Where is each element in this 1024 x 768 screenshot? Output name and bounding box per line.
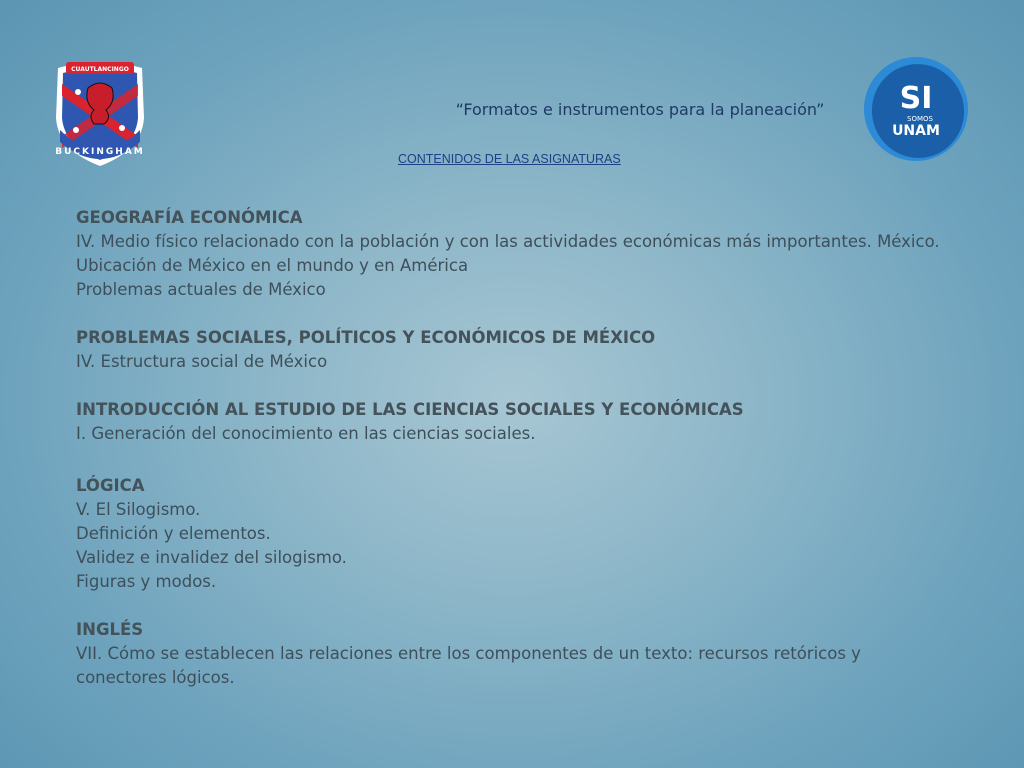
section-heading: LÓGICA — [76, 476, 145, 495]
section-ingles — [76, 618, 976, 690]
section-line: IV. Medio físico relacionado con la población y con las actividades económicas más importantes. México. — [76, 232, 940, 251]
section-line: VII. Cómo se establecen las relaciones entre los componentes de un texto: recursos retóricos y — [76, 644, 861, 663]
badge-line1-text: SOMOS — [907, 115, 933, 123]
slide-title: “Formatos e instrumentos para la planeación” — [455, 100, 825, 119]
section-heading: GEOGRAFÍA ECONÓMICA — [76, 208, 303, 227]
section-line: IV. Estructura social de México — [76, 352, 328, 371]
section-logica — [76, 474, 976, 594]
crest-bottom-text: BUCKINGHAM — [55, 147, 145, 157]
section-heading: INTRODUCCIÓN AL ESTUDIO DE LAS CIENCIAS SOCIALES Y ECONÓMICAS — [76, 400, 744, 419]
buckingham-crest-icon — [48, 58, 152, 168]
section-line: conectores lógicos. — [76, 668, 235, 687]
section-heading: PROBLEMAS SOCIALES, POLÍTICOS Y ECONÓMICOS DE MÉXICO — [76, 328, 656, 347]
section-line: Definición y elementos. — [76, 524, 271, 543]
badge-line2-text: UNAM — [892, 123, 940, 139]
section-line: I. Generación del conocimiento en las ciencias sociales. — [76, 424, 536, 443]
slide-subtitle: CONTENIDOS DE LAS ASIGNATURAS — [398, 152, 621, 166]
section-line: V. El Silogismo. — [76, 500, 201, 519]
badge-big-text: SI — [899, 81, 933, 116]
section-line: Ubicación de México en el mundo y en América — [76, 256, 469, 275]
section-heading: INGLÉS — [76, 620, 144, 639]
crest-top-text: CUAUTLANCINGO — [71, 66, 129, 73]
section-introduccion-ciencias-sociales — [76, 398, 976, 446]
section-geografia-economica — [76, 206, 976, 302]
section-line: Validez e invalidez del silogismo. — [76, 548, 347, 567]
section-problemas-sociales — [76, 326, 976, 374]
section-line: Problemas actuales de México — [76, 280, 326, 299]
syllabus-content — [76, 206, 976, 690]
section-line: Figuras y modos. — [76, 572, 217, 591]
